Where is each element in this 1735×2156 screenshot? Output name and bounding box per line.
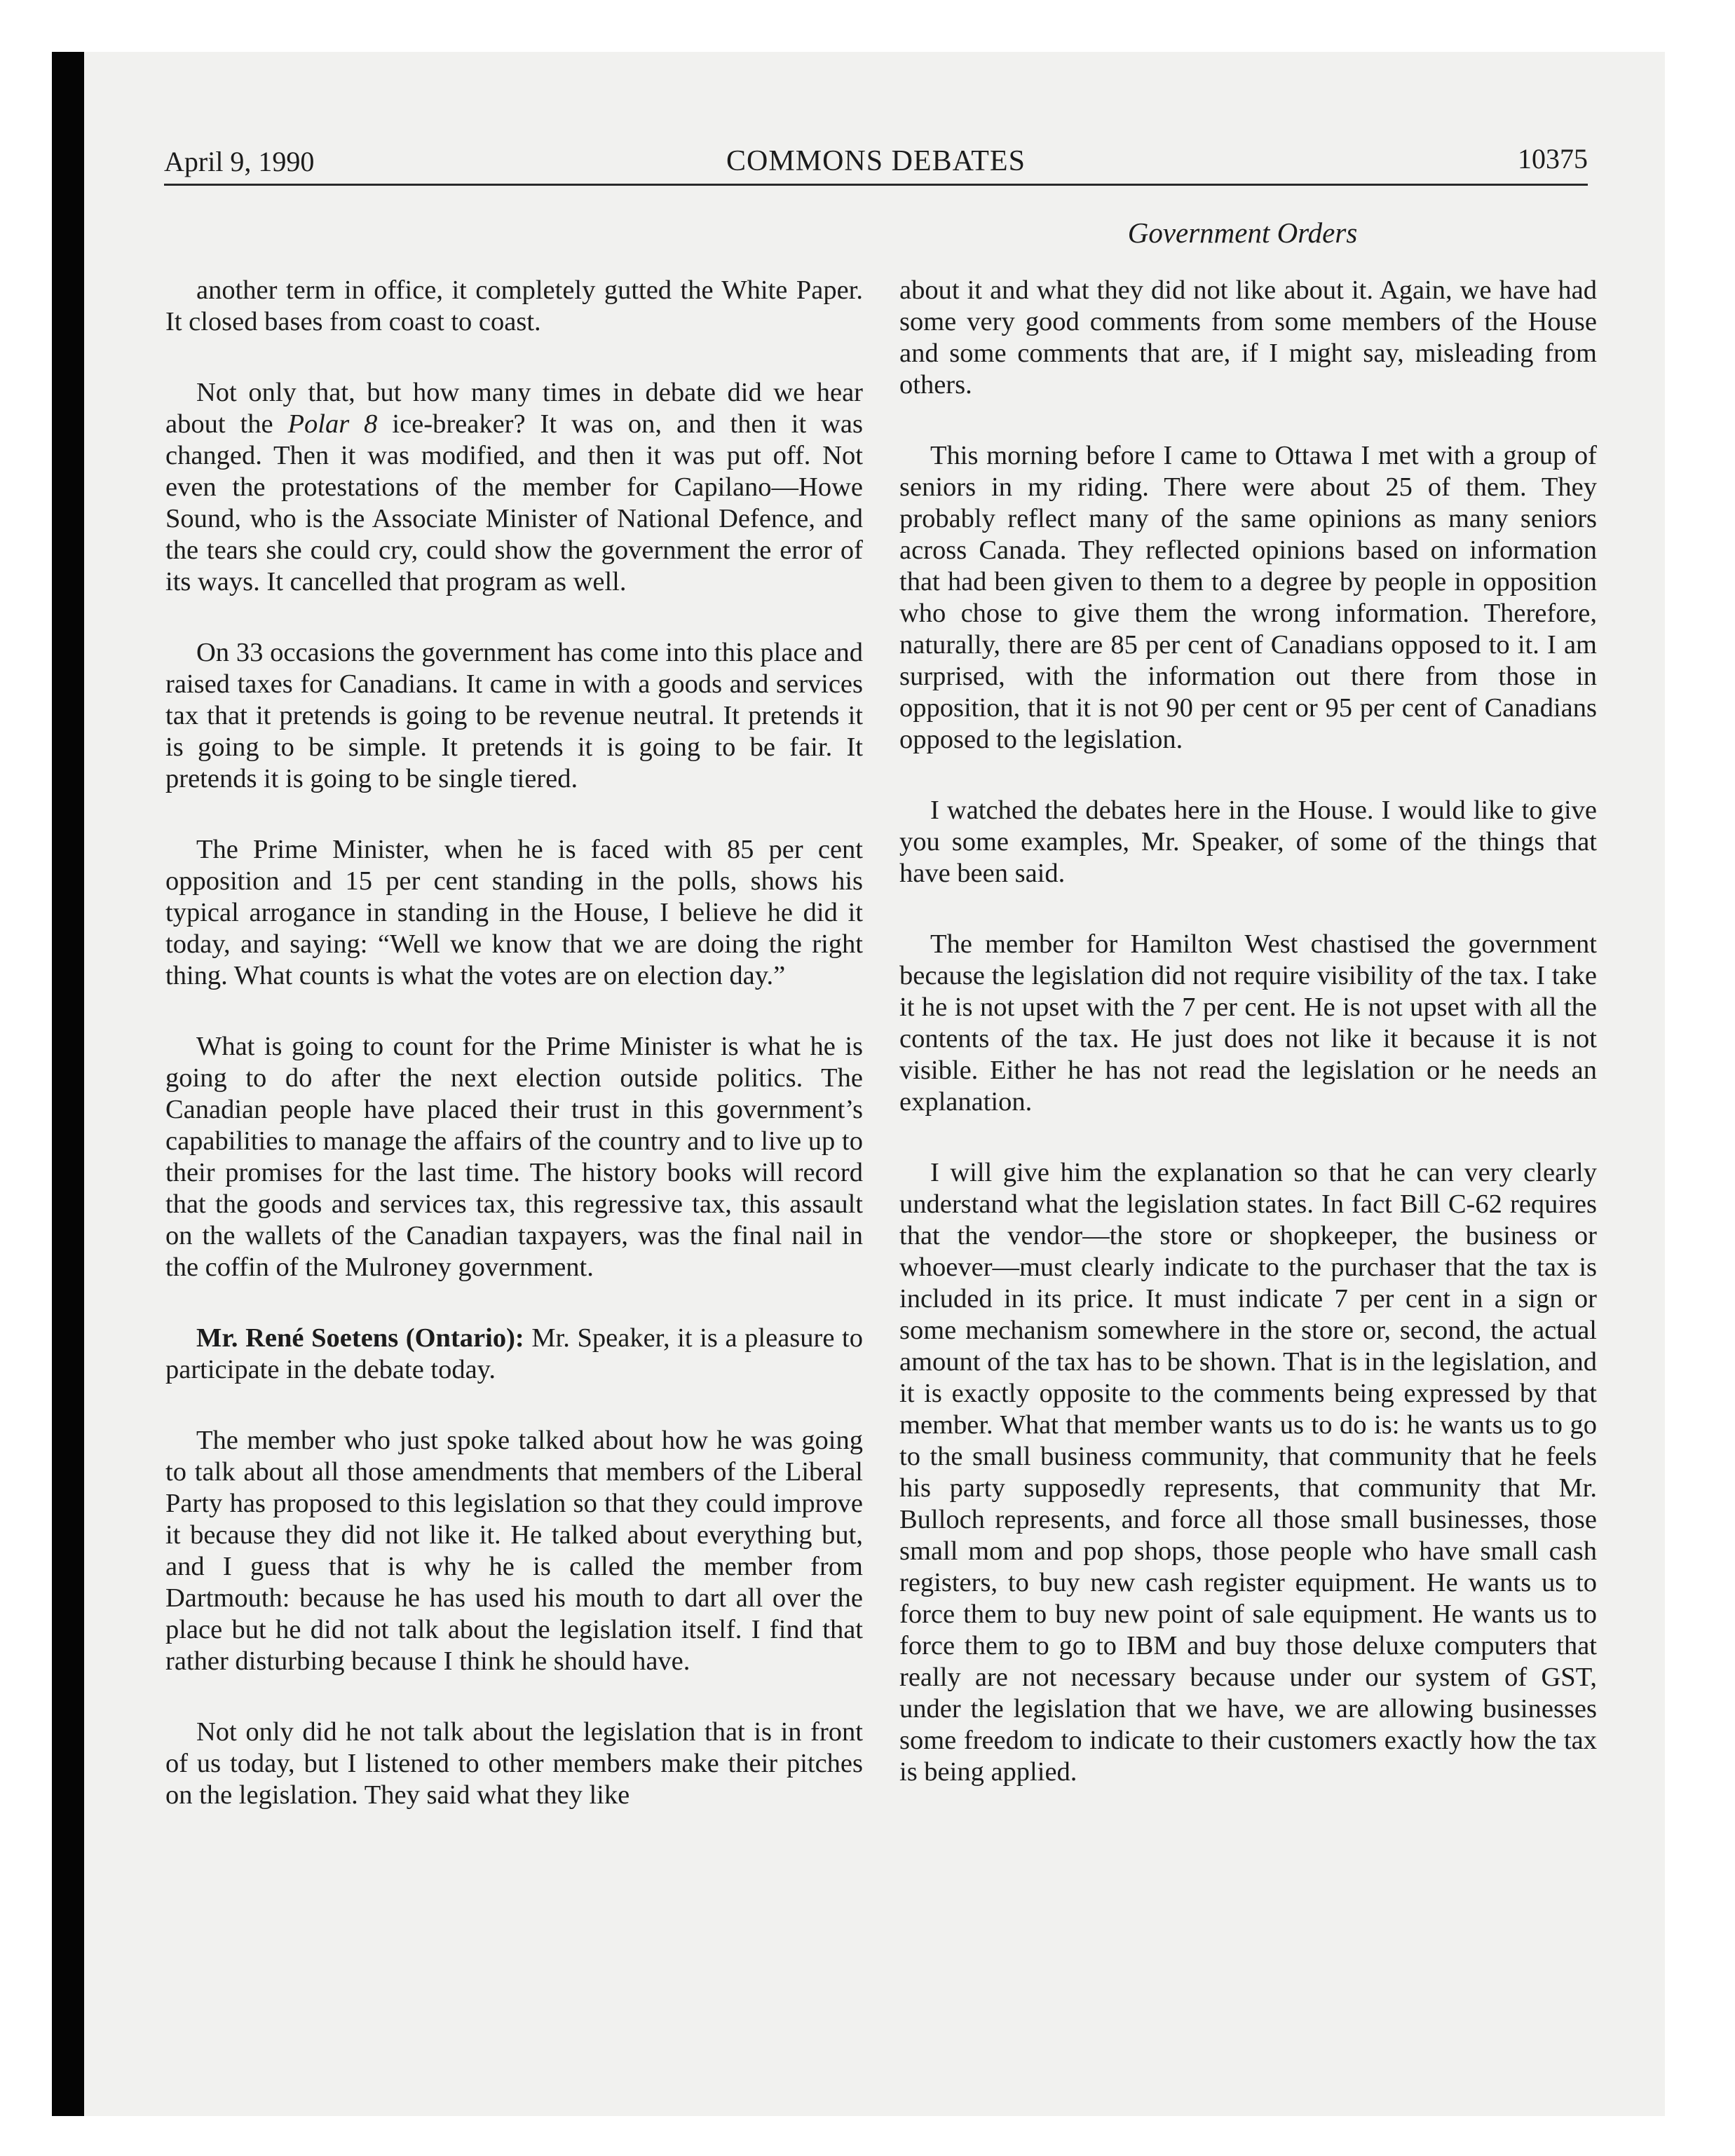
paragraph-text: Mr. Speaker, it is a pleasure to participate in the debate today. [165,1323,863,1384]
paragraph: The member who just spoke talked about how he was going to talk about all those amendments that members of the Liberal Party has proposed to this legislation so that they could improve it because they did not like it. He talked about everything but, and I guess that is why he is called the member from Dartmouth: because he has used his mouth to dart all over the place but he did not talk about the legislation itself. I find that rather disturbing because I think he should have. [165,1426,863,1676]
paragraph: I will give him the explanation so that he can very clearly understand what the legislation states. In fact Bill C-62 requires that the vendor—the store or shopkeeper, the business or whoever—must clearly indicate to the purchaser that the tax is included in its price. It must indicate 7 per cent in a sign or some mechanism somewhere in the store or, second, the actual amount of the tax has to be shown. That is in the legislation, and it is exactly opposite to the comments being expressed by that member. What that member wants us to do is: he wants us to go to the small business community, that community that he feels his party supposedly represents, that community that Mr. Bulloch represents, and force all those small businesses, those small mom and pop shops, those people who have small cash registers, to buy new cash register equipment. He wants us to force them to buy new point of sale equipment. He wants us to force them to go to IBM and buy those deluxe computers that really are not necessary because under our system of GST, under the legislation that we have, we are allowing businesses some freedom to indicate to their customers exactly how the tax is being applied. [899,1158,1597,1787]
paragraph: The Prime Minister, when he is faced with 85 per cent opposition and 15 per cent standing in the polls, shows his typical arrogance in standing in the House, I believe he did it today, and saying: “Well we know that we are doing the right thing. What counts is what the votes are on election day.” [165,835,863,990]
paragraph: about it and what they did not like about it. Again, we have had some very good comments from some members of the House and some comments that are, if I might say, misleading from others. [899,275,1597,400]
paragraph: What is going to count for the Prime Minister is what he is going to do after the next election outside politics. The Canadian people have placed their trust in this government’s capabilities to manage the affairs of the country and to live up to their promises for the last time. The history books will record that the goods and services tax, this regressive tax, this assault on the wallets of the Canadian taxpayers, was the final nail in the coffin of the Mulroney government. [165,1032,863,1282]
paragraph [165,1323,863,1386]
scan-border [52,52,84,2116]
paragraph: I watched the debates here in the House. I would like to give you some examples, Mr. Speaker, of some of the things that have been said. [899,796,1597,888]
right-column [899,275,1597,1827]
paragraph [165,377,863,598]
ship-name: Polar 8 [287,409,378,439]
paragraph: The member for Hamilton West chastised the government because the legislation did not require visibility of the tax. I take it he is not upset with the 7 per cent. He is not upset with all the contents of the tax. He just does not like it because it is not visible. Either he has not read the legislation or he needs an explanation. [899,929,1597,1117]
paragraph: Not only did he not talk about the legislation that is in front of us today, but I listened to other members make their pitches on the legislation. They said what they like [165,1717,863,1810]
running-header [164,140,1588,185]
section-heading: Government Orders [1127,217,1358,249]
header-page-number: 10375 [1518,143,1588,175]
speaker-name: Mr. René Soetens (Ontario): [196,1323,524,1353]
paragraph: On 33 occasions the government has come into this place and raised taxes for Canadians. It came in with a goods and services tax that it pretends is going to be revenue neutral. It pretends it is going to be simple. It pretends it is going to be fair. It pretends it is going to be single tiered. [165,638,863,793]
paragraph: another term in office, it completely gutted the White Paper. It closed bases from coast to coast. [165,275,863,336]
paragraph-text: ice-breaker? It was on, and then it was changed. Then it was modified, and then it was put off. Not even the protestations of the member for Capilano—Howe Sound, who is the Associate Minister of National Defence, and the tears she could cry, could show the government the error of its ways. It cancelled that program as well. [165,409,863,596]
header-title: COMMONS DEBATES [726,145,1026,177]
header-rule [164,184,1588,186]
paragraph-text: Not only that, but how many times in debate did we hear about the [165,378,863,439]
paragraph: This morning before I came to Ottawa I met with a group of seniors in my riding. There were about 25 of them. They probably reflect many of the same opinions as many seniors across Canada. They reflected opinions based on information that had been given to them to a degree by people in opposition who chose to give them the wrong information. Therefore, naturally, there are 85 per cent of Canadians opposed to it. I am surprised, with the information out there from those in opposition, that it is not 90 per cent or 95 per cent of Canadians opposed to the legislation. [899,441,1597,754]
header-date: April 9, 1990 [164,146,315,177]
left-column [165,275,863,1850]
